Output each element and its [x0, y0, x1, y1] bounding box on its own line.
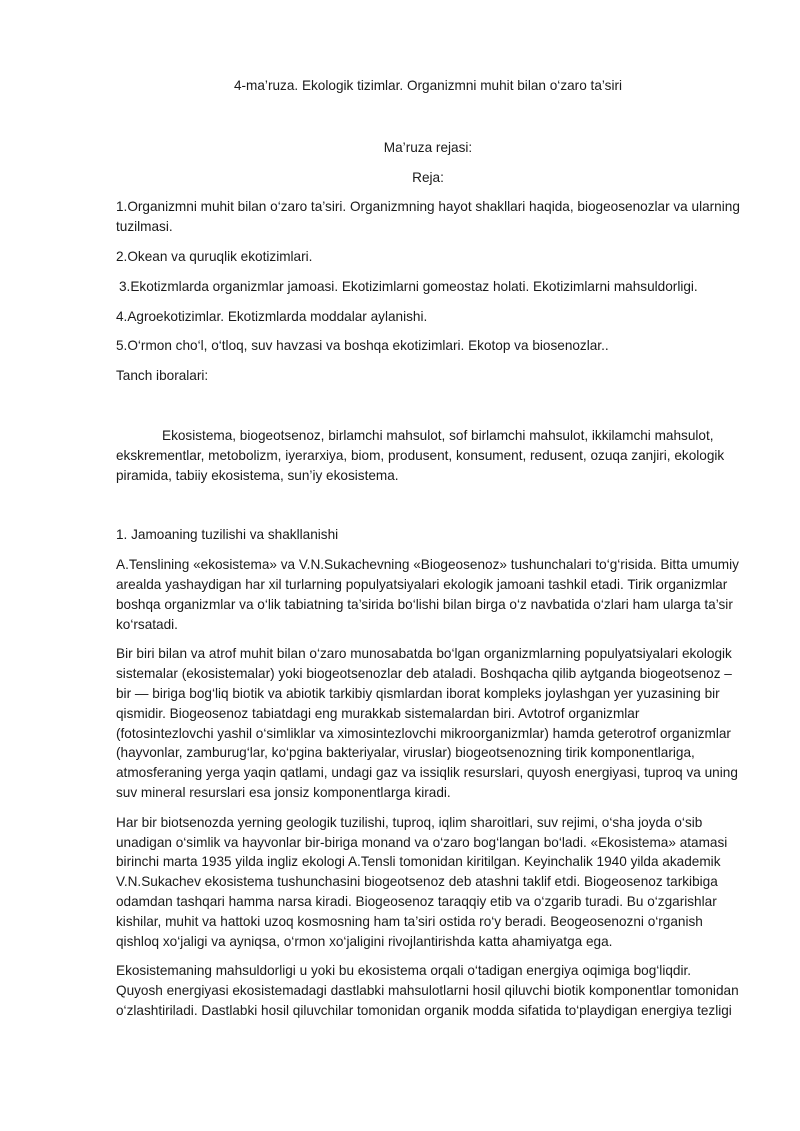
body-paragraph-2: Bir biri bilan va atrof muhit bilan o‘zaro munosabatda bo‘lgan organizmlarning populyatsiyalari ekologik sistemalar (ekosistemalar) yoki biogeotsenozlar deb ataladi. Boshqacha qilib aytganda biogeotsenoz – bir — biriga bog‘liq biotik va abiotik tarkibiy qismlardan iborat kompleks joylashgan yer yuzasining bir qismidir. Biogeosenoz tabiatdagi eng murakkab sistemalardan biri. Avtotrof organizmlar (fotosintezlovchi yashil o‘simliklar va ximosintezlovchi mikroorganizmlar) hamda geterotrof organizmlar (hayvonlar, zamburug‘lar, ko‘pgina bakteriyalar, viruslar) biogeotsenozning tirik komponentlariga, atmosferaning yerga yaqin qatlami, undagi gaz va issiqlik resurslari, quyosh energiyasi, tuproq va uning suv mineral resurslari esa jonsiz komponentlarga kiradi.: [116, 646, 738, 800]
plan-heading: Ma’ruza rejasi:: [383, 139, 473, 155]
plan-item-5: 5.O‘rmon cho‘l, o‘tloq, suv havzasi va boshqa ekotizimlari. Ekotop va biosenozlar..: [116, 338, 609, 354]
body-paragraph-3: Har bir biotsenozda yerning geologik tuzilishi, tuproq, iqlim sharoitlari, suv rejimi, o‘sha joyda o‘sib unadigan o‘simlik va hayvonlar bir-biriga monand va o‘zaro bog‘langan bo‘ladi. «Ekosistema» atamasi birinchi marta 1935 yilda ingliz ekologi A.Tensli tomonidan kiritilgan. Keyinchalik 1940 yilda akademik V.N.Sukachev ekosistema tushunchasini biogeotsenoz deb atashni taklif etdi. Biogeosenoz tarkibiga odamdan tashqari hamma narsa kiradi. Biogeosenoz taraqqiy etib va o‘zgarib turadi. Bu o‘zgarishlar kishilar, muhit va hattoki uzoq kosmosning ham ta’siri ostida ro‘y beradi. Beogeosenozni o‘rganish qishloq xo‘jaligi va ayniqsa, o‘rmon xo‘jaligini rivojlantirishda katta ahamiyatga ega.: [116, 814, 728, 949]
keywords-paragraph: Ekosistema, biogeotsenoz, birlamchi mahsulot, sof birlamchi mahsulot, ikkilamchi mahsulot, ekskrementlar, metobolizm, iyerarxiya, biom, produsent, konsument, redusent, ozuqa zanjiri, ekologik piramida, tabiiy ekosistema, sun’iy ekosistema.: [116, 427, 725, 483]
plan-item-4: 4.Agroekotizimlar. Ekotizmlarda moddalar aylanishi.: [116, 308, 428, 324]
section-title: 1. Jamoaning tuzilishi va shakllanishi: [116, 527, 339, 543]
plan-item-1: 1.Organizmni muhit bilan o‘zaro ta’siri. Organizmning hayot shakllari haqida, biogeosenozlar va ularning tuzilmasi.: [116, 199, 740, 235]
plan-item-3: 3.Ekotizmlarda organizmlar jamoasi. Ekotizimlarni gomeostaz holati. Ekotizimlarni mahsuldorligi.: [119, 278, 698, 294]
plan-item-2: 2.Okean va quruqlik ekotizimlari.: [116, 248, 313, 264]
document-page: [116, 76, 740, 1031]
keywords-heading: Tanch iboralari:: [116, 368, 209, 384]
lecture-title: 4-ma’ruza. Ekologik tizimlar. Organizmni muhit bilan o‘zaro ta’siri: [233, 78, 623, 93]
body-paragraph-1: A.Tenslining «ekosistema» va V.N.Sukachevning «Biogeosenoz» tushunchalari to‘g‘risida. Bitta umumiy arealda yashaydigan har xil turlarning populyatsiyalari ekologik jamoani tashkil etadi. Tirik organizmlar boshqa organizmlar va o‘lik tabiatning ta’sirida bo‘lishi bilan birga o‘z navbatida o‘zlari ham ularga ta’sir ko‘rsatadi.: [116, 557, 739, 632]
body-paragraph-4: Ekosistemaning mahsuldorligi u yoki bu ekosistema orqali o‘tadigan energiya oqimiga bog‘liqdir. Quyosh energiyasi ekosistemadagi dastlabki mahsulotlarni hosil qiluvchi biotik komponentlar tomonidan o‘zlashtiriladi. Dastlabki hosil qiluvchilar tomonidan organik modda sifatida to‘playdigan energiya tezligi: [116, 963, 739, 1018]
reja-heading: Reja:: [412, 169, 444, 185]
